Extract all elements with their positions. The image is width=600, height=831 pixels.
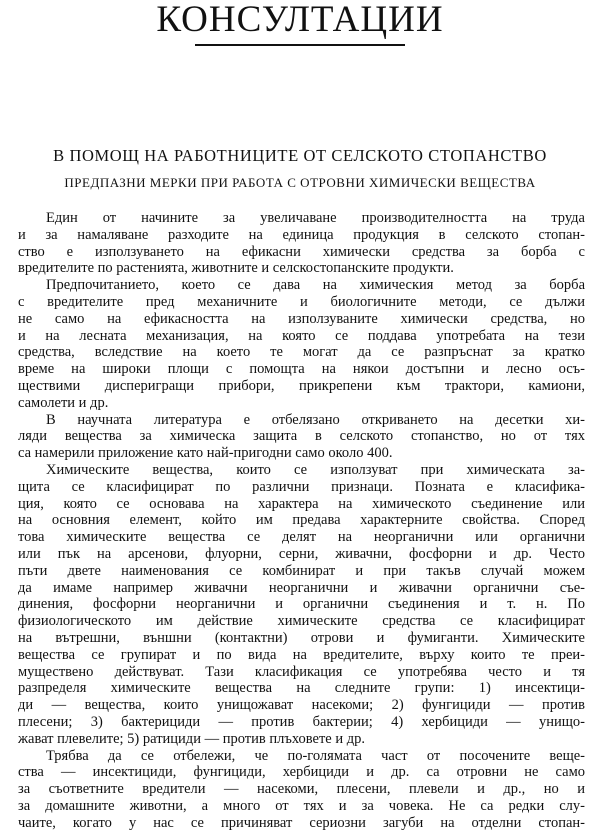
text-line: ция, която се основава на характера на химическото съединение или	[18, 496, 585, 513]
paragraph	[18, 210, 585, 277]
text-line: Предпочитанието, което се дава на химическия метод за борба	[18, 277, 585, 294]
text-line: не само на ефикасността на използуваните химически средства, но	[18, 311, 585, 328]
text-line: чаите, когато у нас се причиняват сериозни загуби на отделни стопан-	[18, 815, 585, 831]
text-line: Химическите вещества, които се използуват при химическата за-	[18, 462, 585, 479]
text-line: самолети и др.	[18, 395, 585, 412]
paragraph	[18, 412, 585, 462]
text-line: са намерили приложение като най-пригодни само около 400.	[18, 445, 585, 462]
text-line: ществими дисперигращи прибори, прикрепени към трактори, камиони,	[18, 378, 585, 395]
text-line: или пък на арсенови, флуорни, серни, живачни, фосфорни и др. Често	[18, 546, 585, 563]
text-line: ство е използуването на ефикасни химически средства за борба с	[18, 244, 585, 261]
text-line: на вътрешни, външни (контактни) отрови и фумиганти. Химическите	[18, 630, 585, 647]
article-body	[18, 210, 585, 831]
text-line: и за намаляване разходите на единица продукция в селското стопан-	[18, 227, 585, 244]
text-line: на основния елемент, който им предава характерните свойства. Според	[18, 512, 585, 529]
text-line: ди — вещества, които унищожават насекоми; 2) фунгициди — против	[18, 697, 585, 714]
text-line: ляди вещества за химическа защита в селското стопанство, но от тях	[18, 428, 585, 445]
text-line: В научната литература е отбелязано откриването на десетки хи-	[18, 412, 585, 429]
text-line: ства — инсектициди, фунгициди, хербициди и др. са отровни не само	[18, 764, 585, 781]
text-line: щита се класифицират по различни признаци. Позната е класифика-	[18, 479, 585, 496]
text-line: време на широки площи с помощта на някои достъпни и лесно осъ-	[18, 361, 585, 378]
article-subtitle: ПРЕДПАЗНИ МЕРКИ ПРИ РАБОТА С ОТРОВНИ ХИМИЧЕСКИ ВЕЩЕСТВА	[0, 175, 600, 191]
text-line: разпределя химическите вещества на следните групи: 1) инсектици-	[18, 680, 585, 697]
text-line: Трябва да се отбележи, че по-голямата част от посочените веще-	[18, 748, 585, 765]
heading-underline	[195, 44, 405, 46]
text-line: това химическите вещества се делят на неорганични или органични	[18, 529, 585, 546]
text-line: физиологическото им действие химическите средства се класифицират	[18, 613, 585, 630]
text-line: пъти двете наименования се комбинират и при такъв случай можем	[18, 563, 585, 580]
text-line: да имаме например живачни неорганични и живачни органични съе-	[18, 580, 585, 597]
text-line: за домашните животни, а много от тях и за човека. Не са редки слу-	[18, 798, 585, 815]
text-line: жават плевелите; 5) ратициди — против плъховете и др.	[18, 731, 585, 748]
text-line: вещества се групират и по вида на вредителите, върху които те преи-	[18, 647, 585, 664]
paragraph	[18, 277, 585, 411]
paragraph	[18, 748, 585, 831]
text-line: средства, вследствие на което те могат да се разпръснат за кратко	[18, 344, 585, 361]
text-line: муществено действуват. Тази класификация се употребява често и тя	[18, 664, 585, 681]
section-title: В ПОМОЩ НА РАБОТНИЦИТЕ ОТ СЕЛСКОТО СТОПАНСТВО	[0, 146, 600, 166]
text-line: за съответните вредители — насекоми, плесени, плевели и др., но и	[18, 781, 585, 798]
text-line: вредителите по растенията, животните и селскостопанските продукти.	[18, 260, 585, 277]
text-line: динения, фосфорни неорганични и органични съединения и т. н. По	[18, 596, 585, 613]
text-line: плесени; 3) бактерициди — против бактерии; 4) хербициди — унищо-	[18, 714, 585, 731]
text-line: с вредителите пред механичните и биологичните методи, се дължи	[18, 294, 585, 311]
page-heading: КОНСУЛТАЦИИ	[0, 0, 600, 40]
text-line: Един от начините за увеличаване производителността на труда	[18, 210, 585, 227]
text-line: и на лесната механизация, на която се поддава употребата на тези	[18, 328, 585, 345]
paragraph	[18, 462, 585, 748]
